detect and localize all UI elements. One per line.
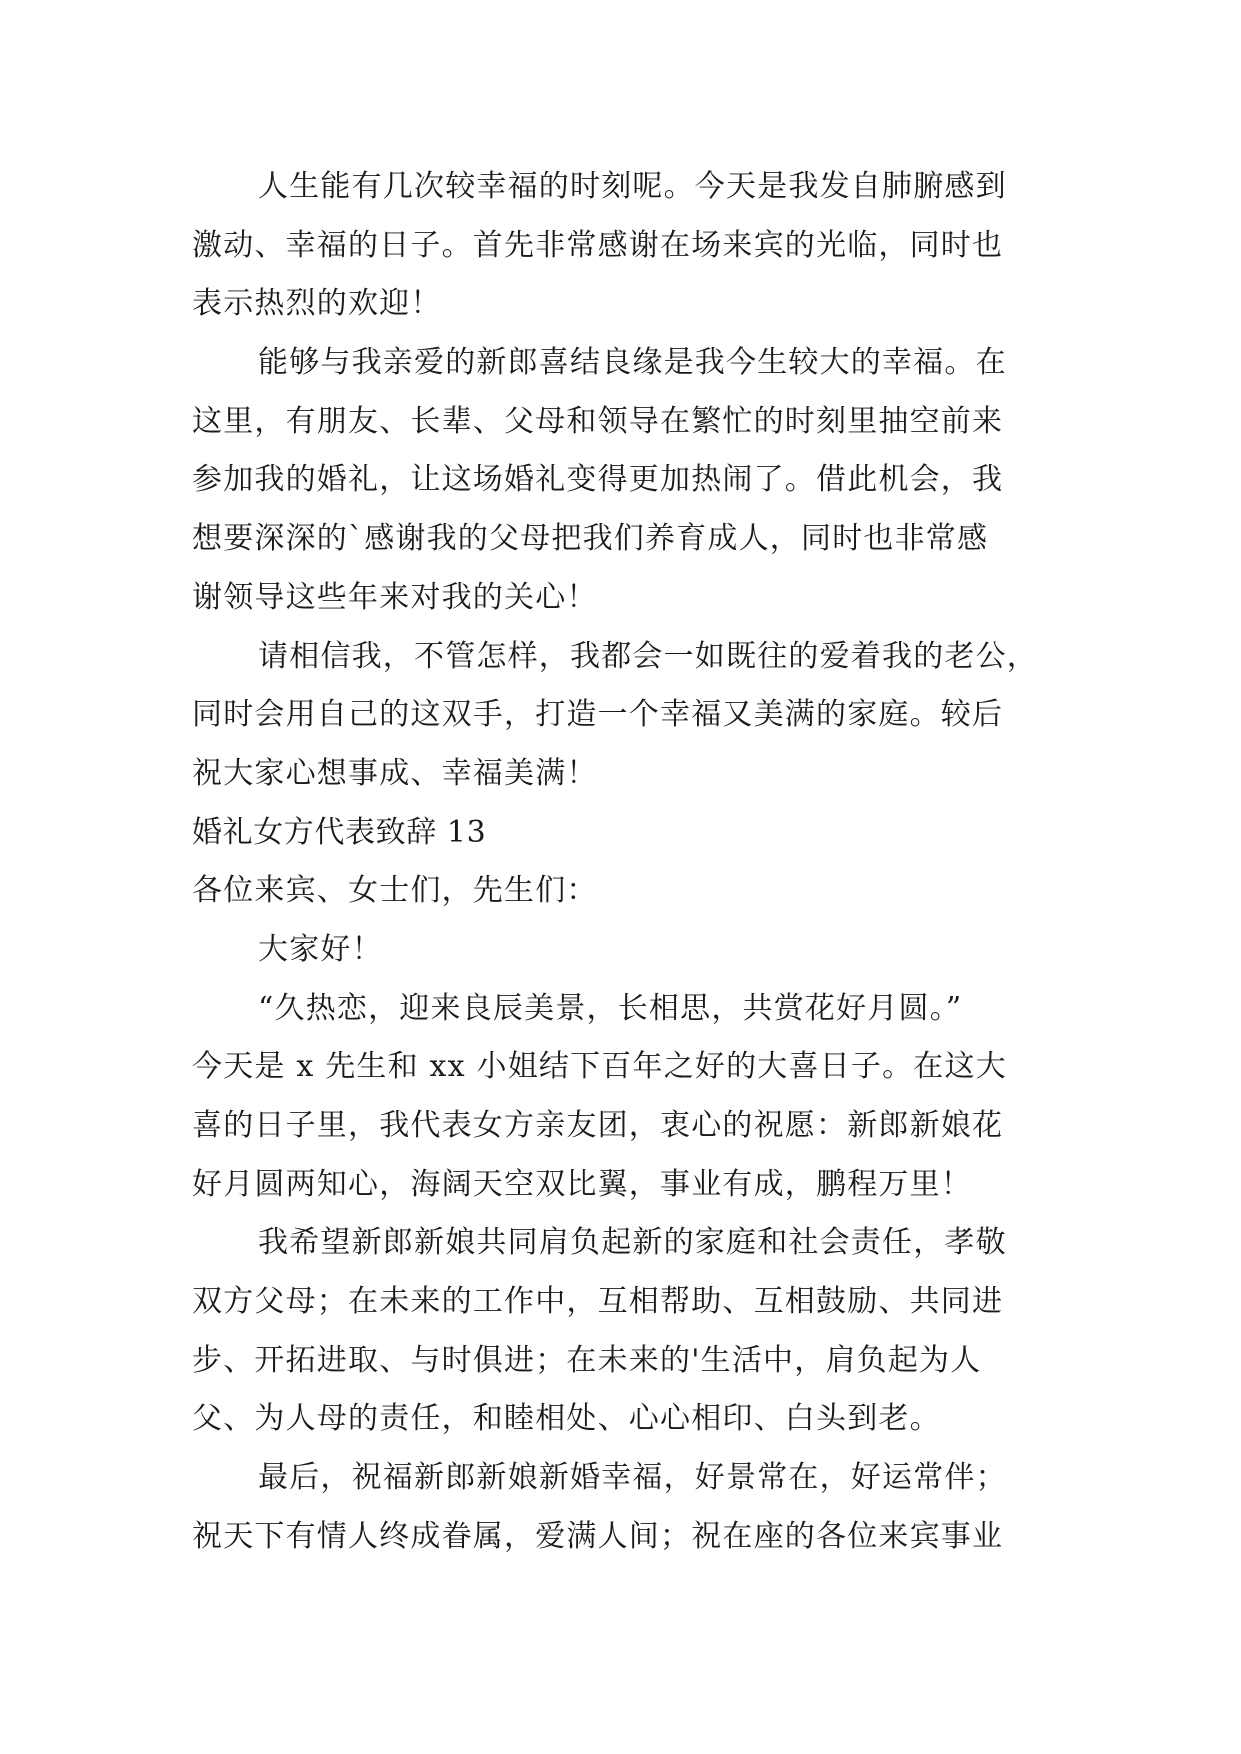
text-line: 参加我的婚礼，让这场婚礼变得更加热闹了。借此机会，我 — [192, 462, 1004, 498]
section-heading: 婚礼女方代表致辞 13 — [192, 814, 487, 850]
text-line: 人生能有几次较幸福的时刻呢。今天是我发自肺腑感到 — [258, 169, 1007, 204]
text-line: 这里，有朋友、长辈、父母和领导在繁忙的时刻里抽空前来 — [192, 403, 1004, 439]
text-line: 表示热烈的欢迎！ — [192, 286, 442, 322]
text-line: 激动、幸福的日子。首先非常感谢在场来宾的光临，同时也 — [192, 227, 1004, 263]
text-line: 步、开拓进取、与时俱进；在未来的'生活中，肩负起为人 — [192, 1342, 982, 1378]
text-line: 双方父母；在未来的工作中，互相帮助、互相鼓励、共同进 — [192, 1284, 1004, 1320]
text-line: 能够与我亲爱的新郎喜结良缘是我今生较大的幸福。在 — [258, 345, 1007, 381]
text-line: 好月圆两知心，海阔天空双比翼，事业有成，鹏程万里！ — [192, 1166, 972, 1202]
text-line: 同时会用自己的这双手，打造一个幸福又美满的家庭。较后 — [192, 697, 1004, 733]
text-line: 喜的日子里，我代表女方亲友团，衷心的祝愿：新郎新娘花 — [192, 1108, 1004, 1143]
text-line: 父、为人母的责任，和睦相处、心心相印、白头到老。 — [192, 1401, 941, 1437]
text-line: 祝天下有情人终成眷属，爱满人间；祝在座的各位来宾事业 — [192, 1518, 1004, 1554]
document-page — [192, 158, 1052, 1567]
text-line: 祝大家心想事成、幸福美满！ — [192, 755, 598, 791]
text-line: “久热恋，迎来良辰美景，长相思，共赏花好月圆。” — [258, 990, 963, 1026]
text-line: 请相信我，不管怎样，我都会一如既往的爱着我的老公， — [258, 638, 1038, 674]
text-line: 谢领导这些年来对我的关心！ — [192, 579, 598, 615]
greeting-line: 大家好！ — [258, 931, 383, 967]
salutation-line: 各位来宾、女士们，先生们： — [192, 873, 598, 909]
text-line: 今天是 x 先生和 xx 小姐结下百年之好的大喜日子。在这大 — [192, 1049, 1007, 1085]
text-line: 最后，祝福新郎新娘新婚幸福，好景常在，好运常伴； — [258, 1460, 1007, 1496]
text-line: 想要深深的`感谢我的父母把我们养育成人，同时也非常感 — [192, 521, 989, 557]
text-line: 我希望新郎新娘共同肩负起新的家庭和社会责任，孝敬 — [258, 1225, 1007, 1261]
